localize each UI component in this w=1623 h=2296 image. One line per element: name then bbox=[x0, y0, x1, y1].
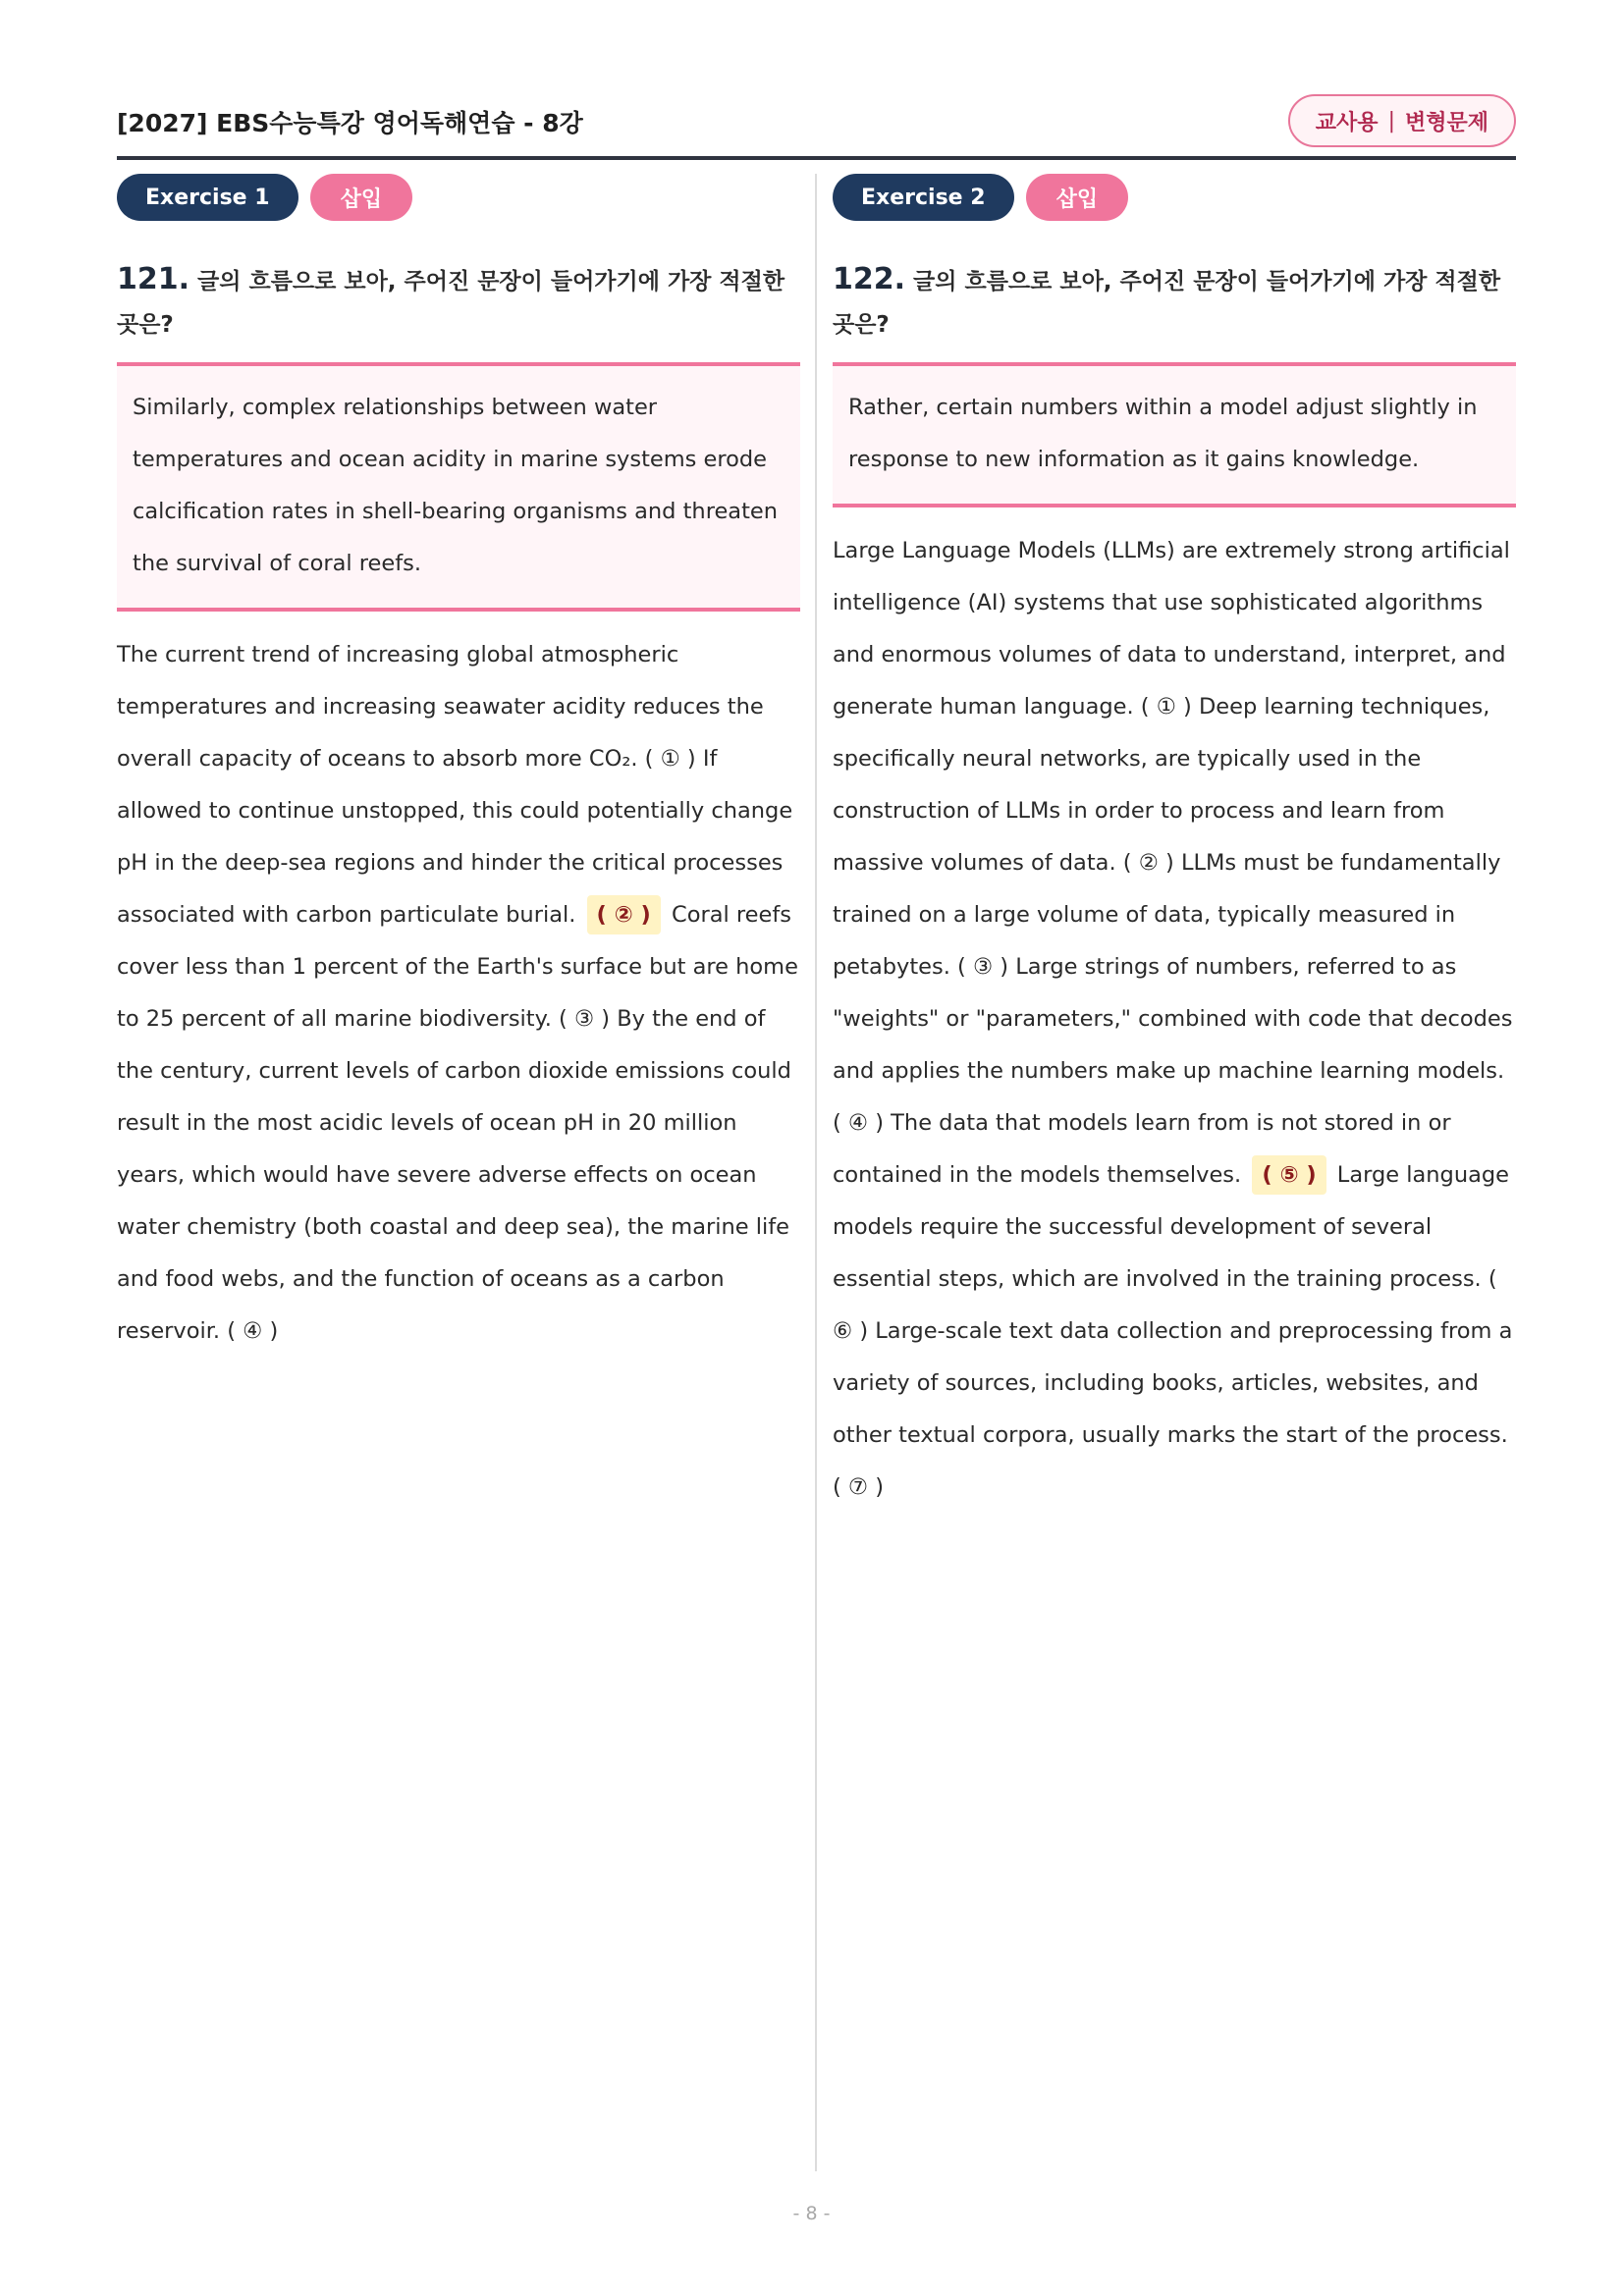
passage-after-answer: Coral reefs cover less than 1 percent of the Earth's surface but are home to 25 percent of all marine biodiversity. ( ③ ) By the end of the century, current levels of carbon dioxide emissions could result in the most acidic levels of ocean pH in 20 million years, which would have severe adverse effects on ocean water chemistry (both coastal and deep sea), the marine life and food webs, and the function of oceans as a carbon reservoir. ( ④ ) bbox=[117, 902, 798, 1344]
exercise-2-tags bbox=[833, 174, 1516, 221]
badge-teacher-label: 교사용 bbox=[1315, 110, 1379, 135]
exercise-1-tag: Exercise 1 bbox=[117, 174, 298, 221]
column-divider bbox=[815, 174, 817, 2171]
passage-after-answer: Large language models require the successful development of several essential steps, which are involved in the training process. ( ⑥ ) Large-scale text data collection and preprocessing from a variety of sources, including books, articles, websites, and other textual corpora, usually marks the start of the process. ( ⑦ ) bbox=[833, 1162, 1513, 1500]
exercise-1-tags bbox=[117, 174, 800, 221]
question-number: 122. bbox=[833, 262, 906, 296]
exercise-2-type-tag: 삽입 bbox=[1026, 174, 1129, 221]
passage-text bbox=[117, 629, 800, 1358]
exercise-2-tag: Exercise 2 bbox=[833, 174, 1014, 221]
given-sentence-box: Similarly, complex relationships between water temperatures and ocean acidity in marine systems erode calcification rates in shell-bearing organisms and threaten the survival of coral reefs. bbox=[117, 362, 800, 612]
passage-before-answer: Large Language Models (LLMs) are extremely strong artificial intelligence (AI) systems that use sophisticated algorithms and enormous volumes of data to understand, interpret, and generate human language. ( ① ) Deep learning techniques, specifically neural networks, are typically used in the construction of LLMs in order to process and learn from massive volumes of data. ( ② ) LLMs must be fundamentally trained on a large volume of data, typically measured in petabytes. ( ③ ) Large strings of numbers, referred to as "weights" or "parameters," combined with code that decodes and applies the numbers make up machine learning models. ( ④ ) The data that models learn from is not stored in or contained in the models themselves. bbox=[833, 538, 1513, 1188]
exercise-1-type-tag: 삽입 bbox=[310, 174, 413, 221]
page-number: - 8 - bbox=[792, 2203, 831, 2224]
badge-variant-label: 변형문제 bbox=[1404, 110, 1488, 135]
document-title: [2027] EBS수능특강 영어독해연습 - 8강 bbox=[117, 109, 583, 137]
passage-text bbox=[833, 525, 1516, 1514]
given-sentence-box: Rather, certain numbers within a model adjust slightly in response to new information as it gains knowledge. bbox=[833, 362, 1516, 507]
answer-highlight: ( ⑤ ) bbox=[1252, 1155, 1325, 1195]
page-header bbox=[117, 94, 1516, 159]
passage-before-answer: The current trend of increasing global atmospheric temperatures and increasing seawater acidity reduces the overall capacity of oceans to absorb more CO₂. ( ① ) If allowed to continue unstopped, this could potentially change pH in the deep-sea regions and hinder the critical processes associated with carbon particulate burial. bbox=[117, 642, 793, 928]
exercise-2-column bbox=[833, 174, 1516, 1514]
exercise-1-column bbox=[117, 174, 800, 1358]
header-divider bbox=[117, 156, 1516, 160]
question-number: 121. bbox=[117, 262, 190, 296]
badge-separator: | bbox=[1387, 108, 1395, 133]
edition-badge bbox=[1288, 94, 1516, 147]
question-text: 글의 흐름으로 보아, 주어진 문장이 들어가기에 가장 적절한 곳은? bbox=[833, 269, 1501, 338]
question-122 bbox=[833, 258, 1516, 347]
answer-highlight: ( ② ) bbox=[587, 895, 661, 934]
question-text: 글의 흐름으로 보아, 주어진 문장이 들어가기에 가장 적절한 곳은? bbox=[117, 269, 785, 338]
question-121 bbox=[117, 258, 800, 347]
